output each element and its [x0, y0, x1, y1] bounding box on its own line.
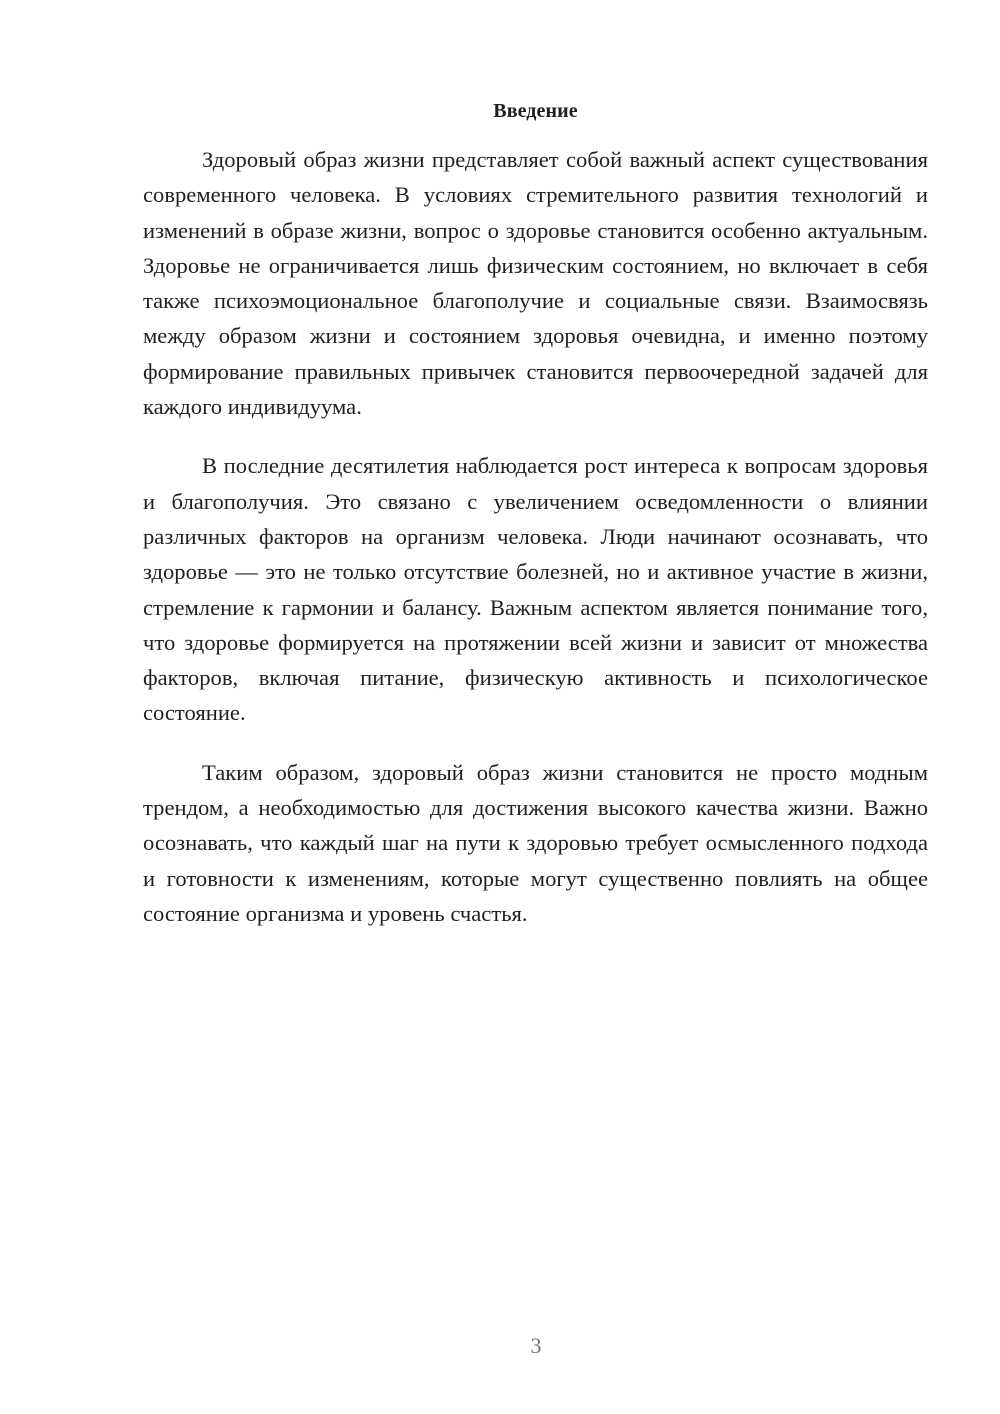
paragraph-2: В последние десятилетия наблюдается рост интереса к вопросам здоровья и благополучия. Это связано с увеличением осведомленности о влиянии различных факторов на организм человека. Люди начинают осознавать, что здоровье — это не только отсутствие болезней, но и активное участие в жизни, стремление к гармонии и балансу. Важным аспектом является понимание того, что здоровье формируется на протяжении всей жизни и зависит от множества факторов, включая питание, физическую активность и психологическое состояние. [143, 453, 928, 726]
page-content [143, 94, 928, 955]
section-heading: Введение [493, 100, 578, 122]
paragraph-3: Таким образом, здоровый образ жизни становится не просто модным трендом, а необходимостью для достижения высокого качества жизни. Важно осознавать, что каждый шаг на пути к здоровью требует осмысленного подхода и готовности к изменениям, которые могут существенно повлиять на общее состояние организма и уровень счастья. [143, 759, 928, 926]
page-number: 3 [530, 1333, 542, 1358]
paragraph-1: Здоровый образ жизни представляет собой важный аспект существования современного человека. В условиях стремительного развития технологий и изменений в образе жизни, вопрос о здоровье становится особенно актуальным. Здоровье не ограничивается лишь физическим состоянием, но включает в себя также психоэмоциональное благополучие и социальные связи. Взаимосвязь между образом жизни и состоянием здоровья очевидна, и именно поэтому формирование правильных привычек становится первоочередной задачей для каждого индивидуума. [143, 147, 928, 420]
